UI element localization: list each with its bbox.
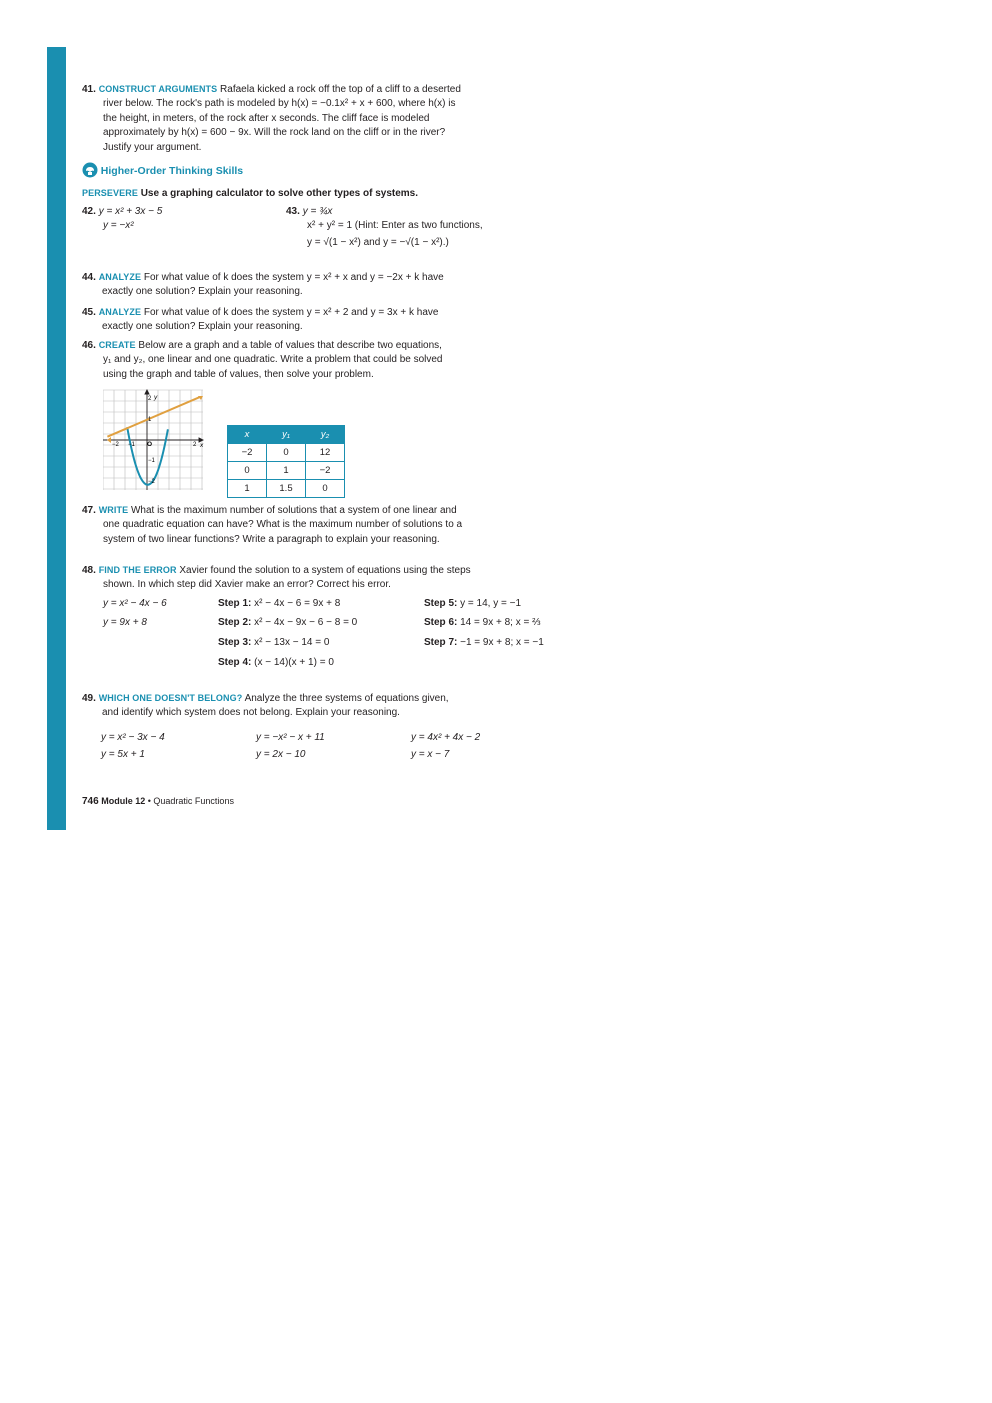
question-text: Analyze the three systems of equations given, [244,693,449,704]
instruction-text: Use a graphing calculator to solve other types of systems. [140,188,419,199]
step-text: y = 14, y = −1 [460,598,521,609]
system-equation: y = 2x − 10 [256,749,306,760]
system-equation: y = 9x + 8 [103,617,147,628]
question-41 [82,82,461,155]
question-text: exactly one solution? Explain your reasoning. [102,321,303,333]
x-tick-label: −1 [128,442,135,448]
module-label: Module 12 [101,796,146,806]
q46-values-table [227,425,345,498]
system-equation: y = 5x + 1 [101,749,145,760]
question-48 [82,563,471,593]
question-number: 46. [82,340,96,351]
equation: x² + y² = 1 (Hint: Enter as two functions, [307,220,483,232]
step-3 [218,636,329,650]
question-keyword: ANALYZE [98,272,142,282]
axis-label-y: y [154,394,158,401]
question-keyword: CREATE [98,340,136,350]
y-tick-label: 2 [148,396,152,402]
question-keyword: FIND THE ERROR [98,565,177,575]
question-49 [82,691,449,721]
equation: y = −x² [103,220,134,232]
question-text: What is the maximum number of solutions that a system of one linear and [130,505,457,516]
step-label: Step 2: [218,617,252,628]
step-text: (x − 14)(x + 1) = 0 [254,657,334,668]
step-6 [424,616,540,630]
question-text: using the graph and table of values, then solve your problem. [103,368,374,380]
q46-graph [103,387,207,490]
step-text: x² − 4x − 9x − 6 − 8 = 0 [254,617,358,628]
step-label: Step 7: [424,637,458,648]
question-text: one quadratic equation can have? What is the maximum number of solutions to a [103,519,463,531]
question-number: 47. [82,505,96,516]
y-tick-label: −2 [148,479,155,485]
step-5 [424,597,521,611]
footer-separator: • [147,796,151,806]
question-keyword: WRITE [98,505,129,515]
question-44 [82,270,444,300]
table-row [228,444,345,462]
step-1 [218,597,340,611]
system-equation: y = 4x² + 4x − 2 [411,732,481,743]
question-number: 49. [82,693,96,704]
origin-label: O [147,441,153,448]
persevere-instruction [82,186,418,201]
question-text: shown. In which step did Xavier make an error? Correct his error. [103,579,391,591]
question-number: 43. [286,206,300,217]
table-cell: 12 [306,444,345,462]
step-text: 14 = 9x + 8; x = ⅔ [460,617,541,628]
question-text: approximately by h(x) = 600 − 9x. Will the rock land on the cliff or in the river? [103,127,446,139]
question-45 [82,305,438,335]
step-text: x² − 4x − 6 = 9x + 8 [254,598,341,609]
question-keyword: WHICH ONE DOESN'T BELONG? [98,693,243,703]
graph-axes [103,390,203,490]
question-text: y₁ and y₂, one linear and one quadratic. Write a problem that could be solved [103,354,443,366]
question-text: and identify which system does not belong. Explain your reasoning. [102,707,400,719]
system-equation: y = −x² − x + 11 [256,732,325,743]
step-text: −1 = 9x + 8; x = −1 [460,637,544,648]
step-label: Step 3: [218,637,252,648]
y-tick-label: 1 [148,417,152,423]
table-header: y₂ [306,426,345,444]
brain-icon [82,162,98,178]
x-tick-label: 2 [193,442,197,448]
instruction-keyword: PERSEVERE [82,188,138,198]
question-text: For what value of k does the system y = x² + x and y = −2x + k have [143,272,444,283]
table-cell: 0 [306,480,345,498]
table-cell: 1 [267,462,306,480]
step-label: Step 4: [218,657,252,668]
hots-title: Higher-Order Thinking Skills [100,165,244,177]
equation: y = x² + 3x − 5 [98,206,163,217]
question-text: Below are a graph and a table of values that describe two equations, [138,340,442,351]
question-keyword: ANALYZE [98,307,142,317]
table-header: x [228,426,267,444]
question-46 [82,338,443,382]
question-text: exactly one solution? Explain your reasoning. [102,286,303,298]
system-equation: y = x − 7 [411,749,450,760]
step-label: Step 6: [424,617,458,628]
step-4 [218,656,334,670]
question-43 [286,205,483,250]
question-47 [82,503,462,547]
table-cell: 1 [228,480,267,498]
step-2 [218,616,357,630]
question-text: Justify your argument. [103,141,202,153]
question-text: river below. The rock's path is modeled by h(x) = −0.1x² + x + 600, where h(x) is [103,98,456,110]
table-cell: −2 [228,444,267,462]
question-42 [82,205,162,234]
question-keyword: CONSTRUCT ARGUMENTS [98,84,218,94]
question-number: 45. [82,307,96,318]
y-tick-label: −1 [148,458,155,464]
question-text: Rafaela kicked a rock off the top of a cliff to a deserted [220,84,461,95]
question-text: the height, in meters, of the rock after x seconds. The cliff face is modeled [103,112,430,124]
system-equation: y = x² − 3x − 4 [101,732,165,743]
page-sidebar-band [47,47,66,830]
table-cell: −2 [306,462,345,480]
table-row [228,480,345,498]
axis-label-x: x [200,442,204,449]
question-text: Xavier found the solution to a system of equations using the steps [179,565,471,576]
linear-line [107,397,199,437]
step-7 [424,636,544,650]
table-cell: 0 [267,444,306,462]
table-header-row [228,426,345,444]
x-tick-label: −2 [112,442,119,448]
chapter-label: Quadratic Functions [153,796,234,806]
line-arrow [107,437,111,443]
question-text: For what value of k does the system y = x² + 2 and y = 3x + k have [143,307,439,318]
equation: y = √(1 − x²) and y = −√(1 − x²).) [307,236,449,248]
page-number: 746 [82,796,99,807]
table-cell: 1.5 [267,480,306,498]
system-equation: y = x² − 4x − 6 [103,598,167,609]
equation: y = ¾x [302,206,333,217]
question-number: 42. [82,206,96,217]
step-label: Step 5: [424,598,458,609]
question-number: 48. [82,565,96,576]
step-label: Step 1: [218,598,252,609]
page-footer [82,796,234,807]
hots-heading [82,162,243,179]
question-number: 44. [82,272,96,283]
question-number: 41. [82,84,96,95]
table-cell: 0 [228,462,267,480]
table-header: y₁ [267,426,306,444]
question-text: system of two linear functions? Write a paragraph to explain your reasoning. [103,533,440,545]
step-text: x² − 13x − 14 = 0 [254,637,330,648]
table-row [228,462,345,480]
